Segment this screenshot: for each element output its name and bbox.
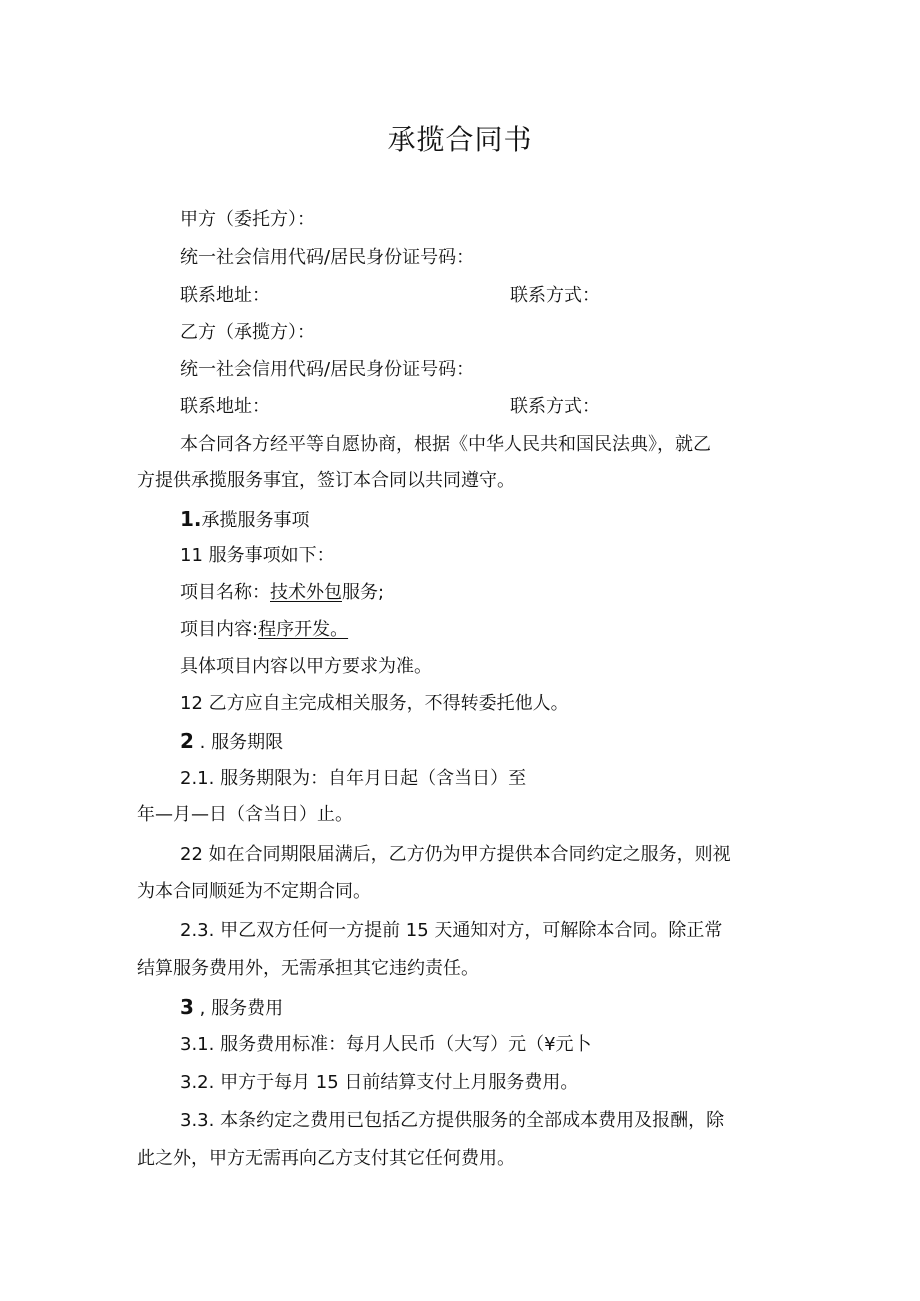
clause-2-3-line-2: 结算服务费用外，无需承担其它违约责任。 [137,958,479,979]
section-1-note: 具体项目内容以甲方要求为准。 [180,656,432,677]
clause-3-2: 3.2. 甲方于每月 15 日前结算支付上月服务费用。 [180,1072,579,1093]
project-name-row [180,580,384,606]
party-a-contact-label: 联系方式： [510,285,600,306]
project-name-label: 项目名称： [180,582,270,603]
preamble-line-2: 方提供承揽服务事宜，签订本合同以共同遵守。 [137,470,515,491]
document-title: 承揽合同书 [387,123,533,156]
section-2-title: . 服务期限 [193,732,284,753]
project-name-value: 技术外包 [270,582,342,603]
party-a-label: 甲方（委托方）： [180,209,315,230]
section-2-heading [180,728,283,756]
clause-3-3-line-1: 3.3. 本条约定之费用已包括乙方提供服务的全部成本费用及报酬，除 [180,1110,725,1131]
clause-2-1-line-1: 2.1. 服务期限为：自年月日起（含当日）至 [180,768,527,789]
clause-2-2-line-2: 为本合同顺延为不定期合同。 [137,881,371,902]
project-content-label: 项目内容: [180,619,259,640]
party-b-contact-row [180,394,784,420]
project-name-suffix: 服务; [342,582,385,603]
party-b-label: 乙方（承揽方）： [180,322,315,343]
clause-2-1-line-2: 年—月—日（含当日）止。 [137,804,353,825]
section-3-number: 3 [180,995,194,1019]
section-1-number: 1. [180,507,202,531]
section-3-heading [180,994,283,1022]
clause-2-2-line-1: 22 如在合同期限届满后，乙方仍为甲方提供本合同约定之服务，则视 [180,844,731,865]
clause-2-3-line-1: 2.3. 甲乙双方任何一方提前 15 天通知对方，可解除本合同。除正常 [180,920,723,941]
section-2-number: 2 [180,729,194,753]
section-1-heading [180,506,310,534]
section-3-title: , 服务费用 [193,998,284,1019]
clause-3-3-line-2: 此之外，甲方无需再向乙方支付其它任何费用。 [137,1148,515,1169]
preamble-line-1: 本合同各方经平等自愿协商，根据《中华人民共和国民法典》，就乙 [180,434,711,455]
party-b-id-label: 统一社会信用代码/居民身份证号码： [180,359,475,380]
project-content-value: 程序开发。 [258,619,349,640]
party-b-address-label: 联系地址： [180,396,270,417]
clause-1-2: 12 乙方应自主完成相关服务，不得转委托他人。 [180,693,569,714]
party-a-id-label: 统一社会信用代码/居民身份证号码： [180,247,475,268]
party-a-contact-row [180,283,784,309]
clause-3-1: 3.1. 服务费用标准：每月人民币（大写）元（¥元卜 [180,1034,592,1055]
section-1-title: 承揽服务事项 [201,510,310,531]
party-a-address-label: 联系地址： [180,285,270,306]
party-b-contact-label: 联系方式： [510,396,600,417]
clause-1-1: 11 服务事项如下： [180,545,335,566]
project-content-row [180,617,348,643]
